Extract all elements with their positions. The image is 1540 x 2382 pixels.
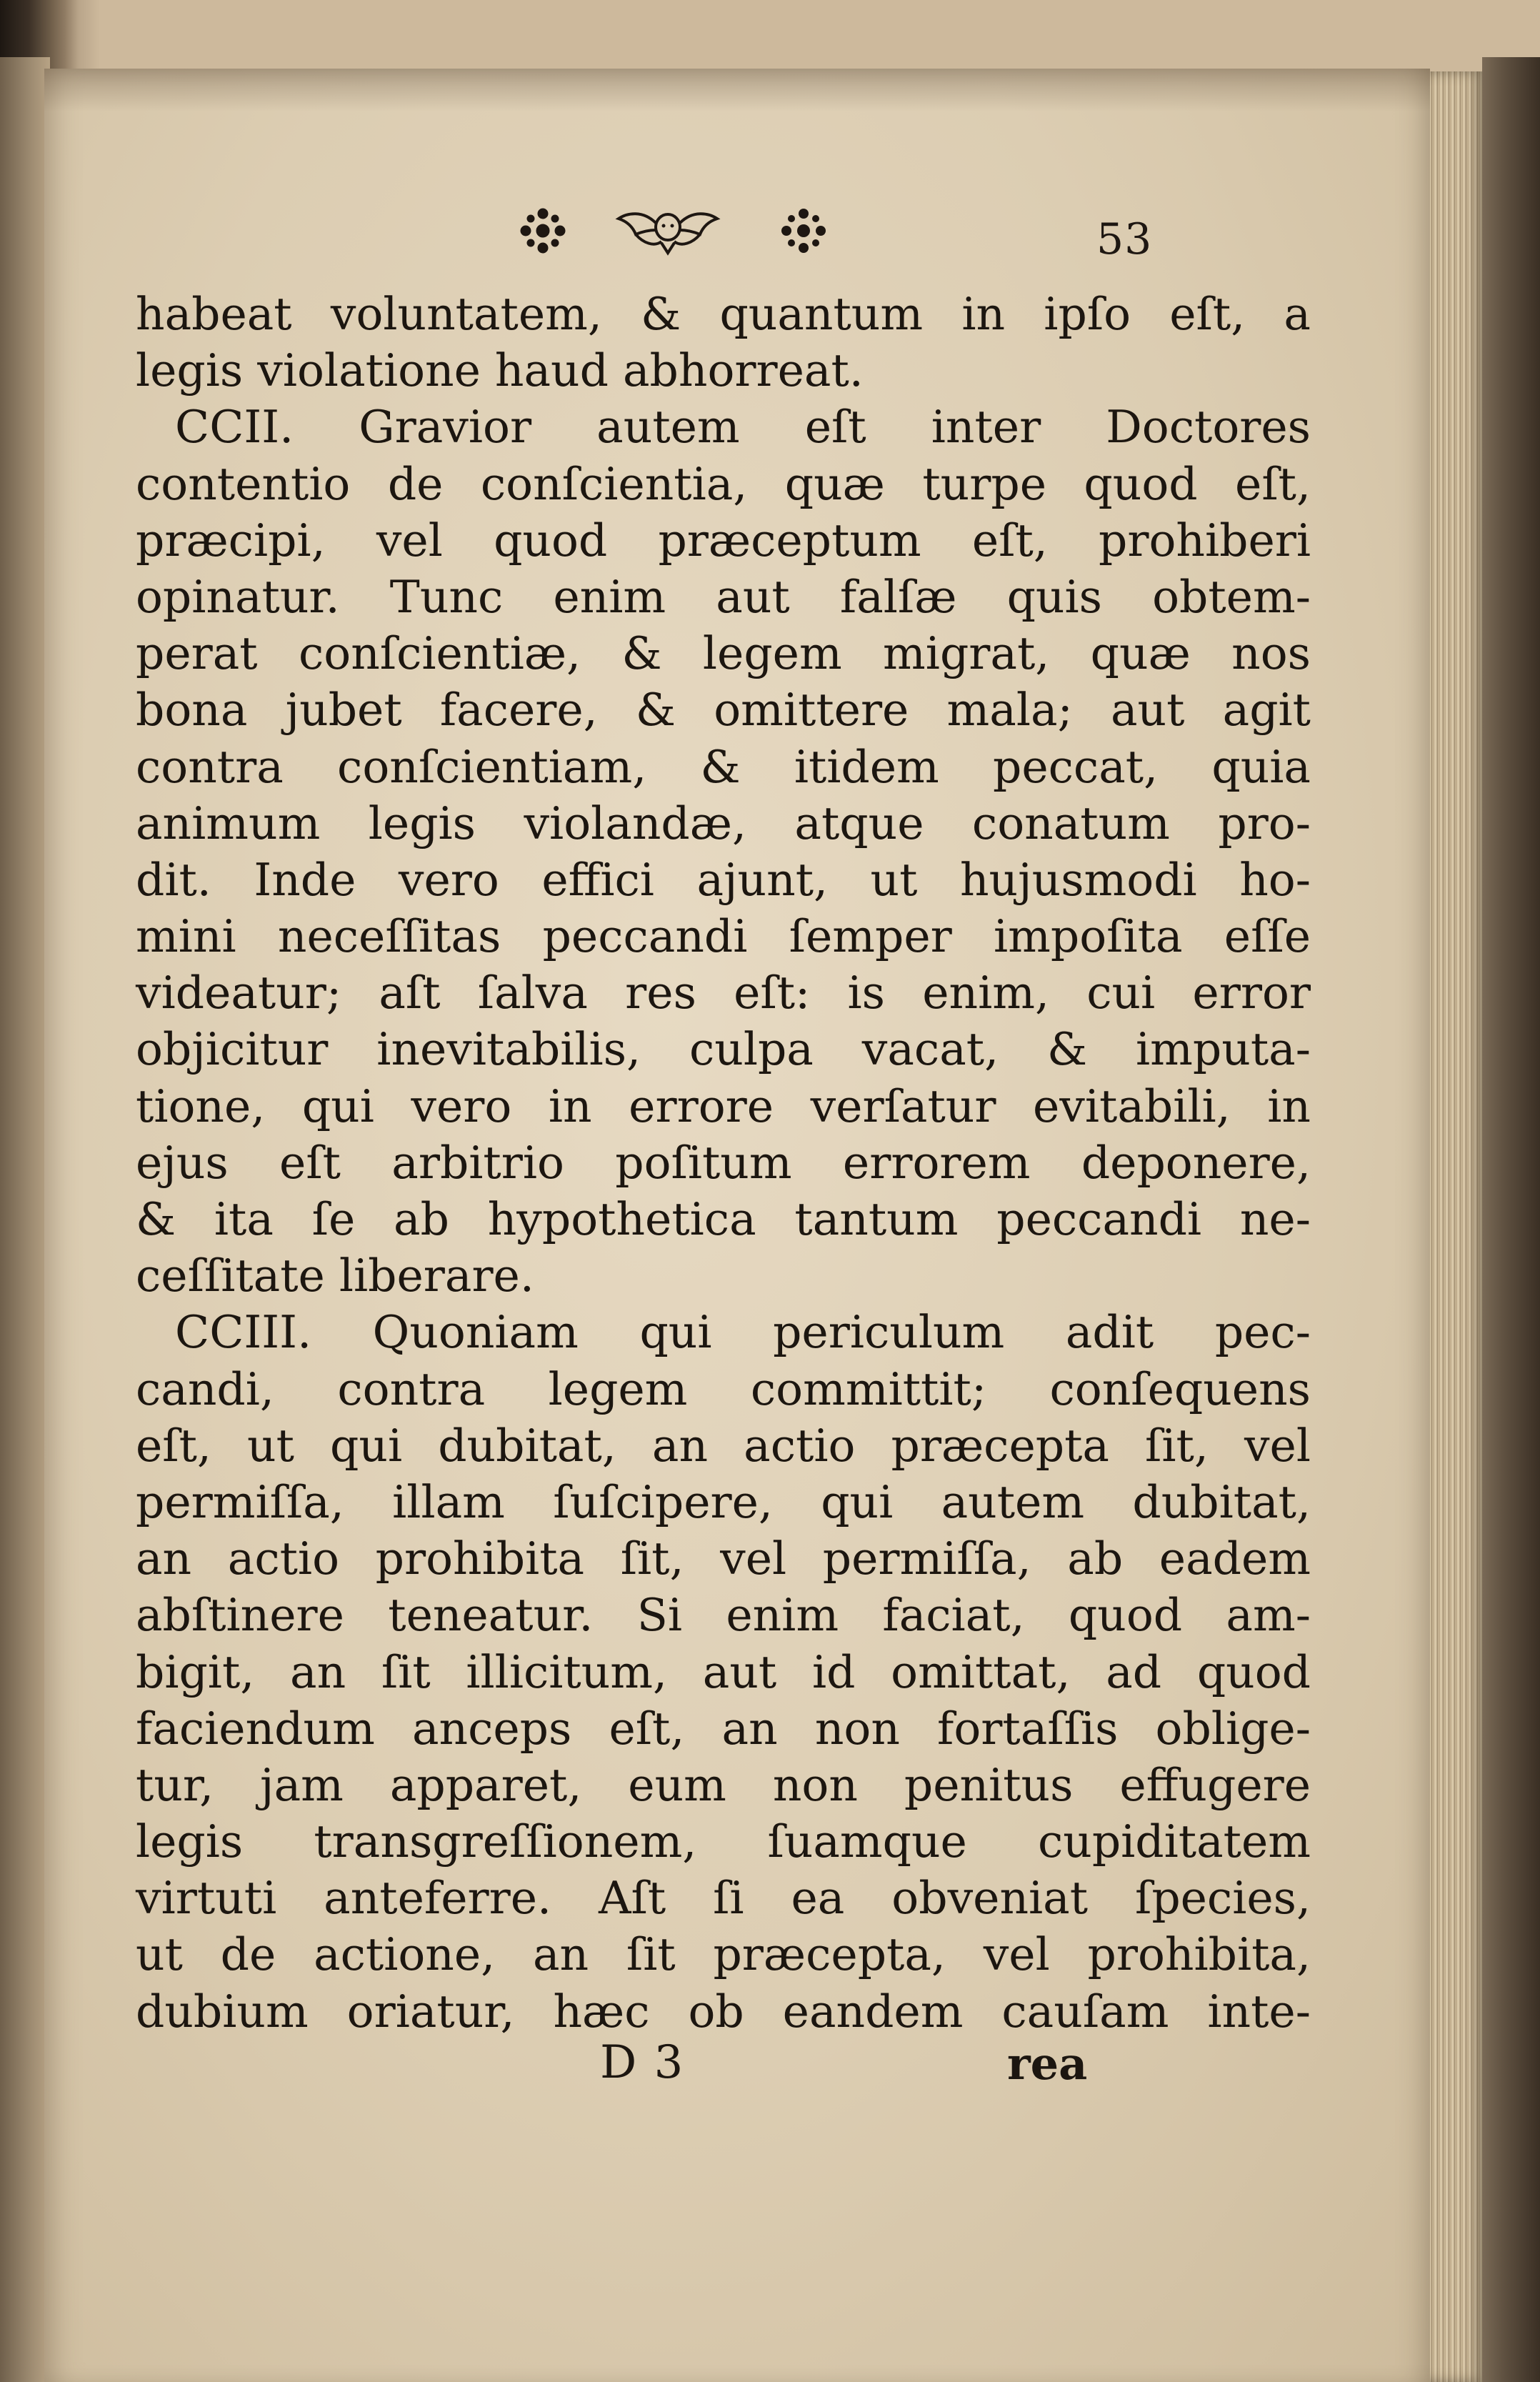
text-line: eſt, ut qui dubitat, an actio præcepta ſit, vel	[136, 1419, 1311, 1472]
text-line: legis violatione haud abhorreat.	[136, 344, 864, 397]
text-line: animum legis violandæ, atque conatum pro-	[136, 797, 1311, 849]
text-line: tur, jam apparet, eum non penitus effugere	[136, 1758, 1311, 1811]
text-line: habeat voluntatem, & quantum in ipſo eſt, a	[136, 288, 1311, 340]
page-header	[514, 206, 1157, 284]
text-line: ceſſitate liberare.	[136, 1250, 534, 1302]
paragraph-start-line: CCII. Gravior autem eſt inter Doctores	[175, 401, 1311, 454]
text-line: bona jubet facere, & omittere mala; aut agit	[136, 684, 1311, 737]
text-line: abſtinere teneatur. Si enim faciat, quod am-	[136, 1589, 1311, 1642]
text-line: præcipi, vel quod præceptum eſt, prohiberi	[136, 514, 1311, 567]
text-line: perat conſcientiæ, & legem migrat, quæ nos	[136, 627, 1311, 680]
text-line: tione, qui vero in errore verſatur evitabili, in	[136, 1080, 1311, 1132]
book-cover-edge	[1482, 57, 1540, 2382]
asterism-ornament-icon	[779, 206, 829, 256]
text-line: ut de actione, an ſit præcepta, vel prohibita,	[136, 1928, 1311, 1981]
text-line: contentio de conſcientia, quæ turpe quod eſt,	[136, 457, 1311, 510]
asterism-ornament-icon	[518, 206, 568, 256]
signature-mark: D 3	[600, 2036, 685, 2089]
text-line: bigit, an ſit illicitum, aut id omittat, ad quod	[136, 1645, 1311, 1698]
text-line: candi, contra legem committit; conſequens	[136, 1362, 1311, 1415]
winged-cherub-ornament-icon	[614, 206, 721, 256]
text-line: virtuti anteferre. Aſt ſi ea obveniat ſpecies,	[136, 1872, 1311, 1925]
text-line: dit. Inde vero effici ajunt, ut hujusmodi ho-	[136, 853, 1311, 906]
previous-page-edge	[0, 57, 50, 2382]
text-line: mini neceſſitas peccandi ſemper impoſita eſſe	[136, 910, 1311, 963]
body-text	[136, 286, 1311, 2040]
page-number: 53	[1096, 214, 1153, 264]
text-line: permiſſa, illam ſuſcipere, qui autem dubitat,	[136, 1475, 1311, 1528]
catchword: rea	[1007, 2038, 1088, 2090]
text-line: legis transgreſſionem, ſuamque cupiditatem	[136, 1815, 1311, 1868]
text-line: contra conſcientiam, & itidem peccat, quia	[136, 740, 1311, 793]
text-line: videatur; aſt ſalva res eſt: is enim, cui error	[136, 967, 1311, 1020]
text-line: ejus eſt arbitrio poſitum errorem deponere,	[136, 1136, 1311, 1189]
text-line: dubium oriatur, hæc ob eandem cauſam inte-	[136, 1985, 1311, 2038]
text-line: an actio prohibita ſit, vel permiſſa, ab eadem	[136, 1533, 1311, 1585]
text-line: & ita ſe ab hypothetica tantum peccandi ne-	[136, 1193, 1311, 1245]
text-line: faciendum anceps eſt, an non fortaſſis oblige-	[136, 1702, 1311, 1755]
paragraph-start-line: CCIII. Quoniam qui periculum adit pec-	[175, 1306, 1311, 1359]
text-line: objicitur inevitabilis, culpa vacat, & imputa-	[136, 1023, 1311, 1076]
text-line: opinatur. Tunc enim aut falſæ quis obtem-	[136, 570, 1311, 623]
